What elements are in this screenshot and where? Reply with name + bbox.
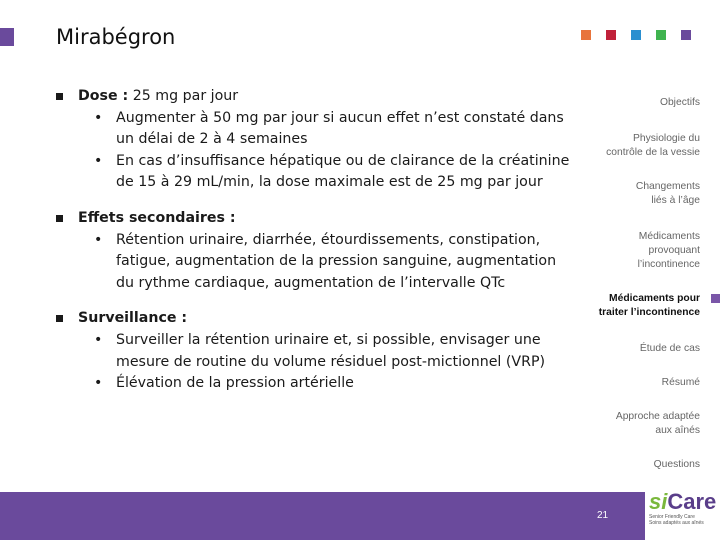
slide-content [56,86,576,409]
section-heading: Surveillance : [78,310,188,327]
list-item: • Augmenter à 50 mg par jour si aucun effet n’est constaté dans un délai de 2 à 4 semaines [94,109,564,148]
section-monitoring [56,308,576,394]
accent-squares [581,30,691,40]
list-item: • Surveiller la rétention urinaire et, si possible, envisager une mesure de routine du volume résiduel post-mictionnel (VRP) [94,331,546,370]
section-heading: Dose : [78,88,129,104]
list-item: • Rétention urinaire, diarrhée, étourdissements, constipation, fatigue, augmentation de la pression sanguine, augmentation du rythme cardiaque, augmentation de l’intervalle QTc [94,231,557,291]
sicare-logo: siCare Senior Friendly Care Soins adaptés aux aînés [645,492,720,540]
nav-item-questions[interactable]: Questions [653,459,700,470]
section-heading: Effets secondaires : [78,209,236,226]
nav-item-resume[interactable]: Résumé [661,377,700,388]
bullet-square-icon [56,315,63,322]
accent-square-orange [581,30,591,40]
active-nav-marker-icon [711,294,720,303]
corner-accent [0,28,14,46]
accent-square-purple [681,30,691,40]
nav-item-etude-de-cas[interactable]: Étude de cas [639,343,700,354]
slide-title: Mirabégron [56,25,176,49]
bullet-square-icon [56,93,63,100]
list-item: • Élévation de la pression artérielle [94,375,354,392]
accent-square-red [606,30,616,40]
section-text: 25 mg par jour [128,88,239,104]
page-number: 21 [597,510,609,521]
nav-item-changements[interactable]: Changements liés à l’âge [635,181,700,206]
footer-bar [0,492,645,540]
nav-item-objectifs[interactable]: Objectifs [659,97,700,108]
section-dose [56,86,576,194]
list-item: • En cas d’insuffisance hépatique ou de clairance de la créatinine de 15 à 29 mL/min, la dose maximale est de 25 mg par jour [94,152,570,191]
accent-square-blue [631,30,641,40]
nav-item-approche[interactable]: Approche adaptée aux aînés [615,411,700,436]
bullet-square-icon [56,215,63,222]
nav-item-physiologie[interactable]: Physiologie du contrôle de la vessie [606,133,700,158]
accent-square-green [656,30,666,40]
nav-item-medicaments-traiter[interactable]: Médicaments pour traiter l’incontinence [598,293,700,318]
nav-item-medicaments-provoquant[interactable]: Médicaments provoquant l’incontinence [637,231,700,270]
section-side-effects [56,208,576,294]
